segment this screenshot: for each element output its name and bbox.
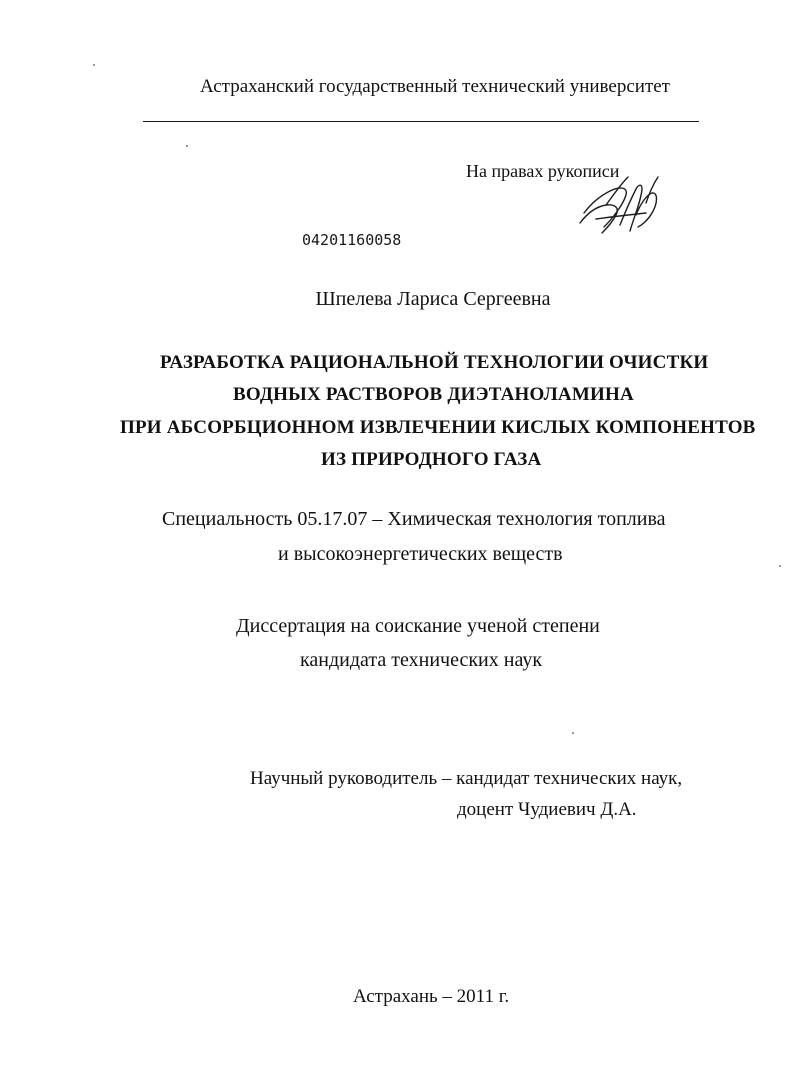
specialty-line: Специальность 05.17.07 – Химическая технология топлива: [162, 508, 666, 530]
author-name: Шпелева Лариса Сергеевна: [315, 288, 551, 310]
scan-speck: [572, 732, 574, 734]
dissertation-title-line: ИЗ ПРИРОДНОГО ГАЗА: [321, 449, 542, 470]
document-code: 04201160058: [302, 231, 402, 249]
signature-icon: [576, 175, 662, 237]
university-name: Астраханский государственный технический университет: [200, 76, 670, 97]
manuscript-notice: На правах рукописи: [466, 161, 620, 181]
scan-speck: [93, 64, 95, 66]
header-divider: [143, 121, 699, 122]
scan-speck: [779, 565, 781, 567]
dissertation-title-line: ВОДНЫХ РАСТВОРОВ ДИЭТАНОЛАМИНА: [233, 384, 634, 405]
degree-line: Диссертация на соискание ученой степени: [236, 615, 600, 637]
specialty-line: и высокоэнергетических веществ: [278, 543, 563, 565]
dissertation-title-line: РАЗРАБОТКА РАЦИОНАЛЬНОЙ ТЕХНОЛОГИИ ОЧИСТКИ: [160, 352, 709, 373]
dissertation-title-line: ПРИ АБСОРБЦИОННОМ ИЗВЛЕЧЕНИИ КИСЛЫХ КОМПОНЕНТОВ: [120, 417, 756, 438]
advisor-name: доцент Чудиевич Д.А.: [457, 799, 637, 820]
advisor-line: Научный руководитель – кандидат технических наук,: [250, 768, 683, 789]
scan-speck: [186, 145, 188, 147]
city-year: Астрахань – 2011 г.: [353, 986, 510, 1007]
degree-line: кандидата технических наук: [300, 649, 543, 671]
